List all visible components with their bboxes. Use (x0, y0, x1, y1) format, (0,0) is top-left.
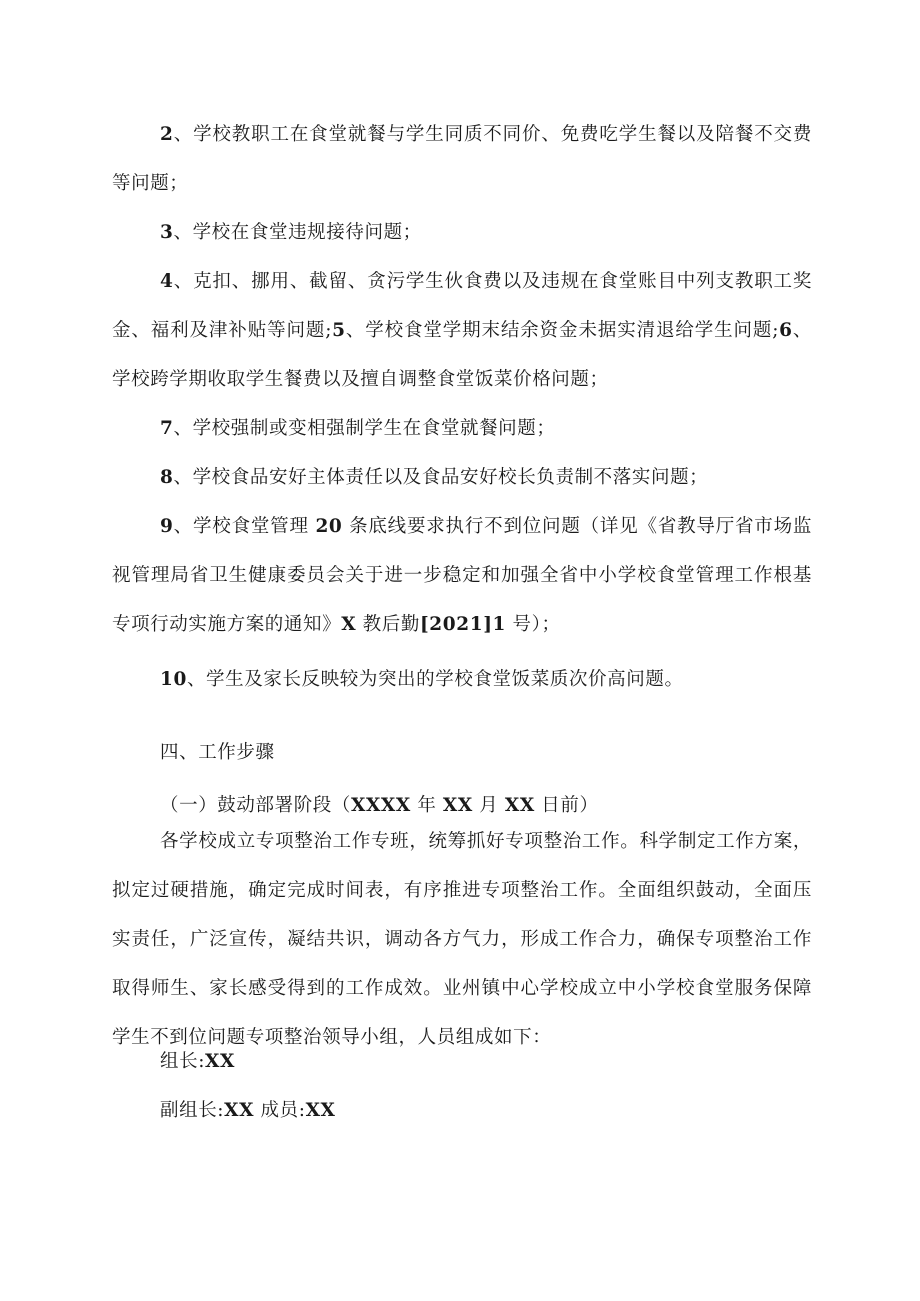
team-members-value: XX (305, 1100, 336, 1121)
team-members-label: 成员: (254, 1100, 306, 1121)
team-deputy-members (160, 1096, 336, 1126)
item-number: 4 (160, 271, 174, 292)
stage-month-suffix: 月 (472, 795, 505, 816)
team-leader-value: XX (205, 1051, 235, 1072)
team-deputy-value: XX (224, 1100, 255, 1121)
section-heading: 四、工作步骤 (160, 742, 275, 763)
item-2 (112, 110, 812, 208)
stage-suffix: 日前） (534, 795, 599, 816)
item-text: 、学校在食堂违规接待问题； (173, 222, 422, 243)
item-number: 3 (160, 222, 174, 243)
item-text: 、学校跨学期收取学生餐费以及擅自调整食堂饭菜价格问题； (112, 320, 812, 390)
stage-year: XXXX (351, 795, 411, 816)
stage-prefix: （一）鼓动部署阶段（ (160, 795, 352, 816)
item-bold: [2021]1 (419, 614, 507, 635)
item-number: 5 (332, 320, 346, 341)
item-text: 、学校教职工在食堂就餐与学生同质不同价、免费吃学生餐以及陪餐不交费等问题； (112, 124, 812, 194)
item-8 (112, 453, 812, 502)
team-deputy-label: 副组长: (160, 1100, 225, 1121)
item-bold: X (341, 614, 357, 635)
item-number: 9 (160, 516, 174, 537)
item-text: 、克扣、挪用、截留、贪污学生伙食费以及违规在食堂账目中列支教职工奖金、福利及津补贴等问题; (112, 271, 812, 341)
item-10 (112, 655, 812, 704)
item-text: 、学校食堂管理 (173, 516, 316, 537)
item-text: 号）； (506, 614, 561, 635)
item-7 (112, 404, 812, 453)
item-number: 10 (160, 669, 187, 690)
team-leader (160, 1047, 235, 1077)
item-text: 条底线要求执行不到位问题（详见《省教导厅省市场监视管理局省卫生健康委员会关于进一步稳定和加强全省中小学校食堂管理工作根基专项行动实施方案的通知》 (112, 516, 812, 635)
item-number: 7 (160, 418, 174, 439)
stage-month: XX (442, 795, 473, 816)
item-text: 、学校食堂学期末结余资金未据实清退给学生问题; (345, 320, 780, 341)
item-9 (112, 502, 812, 649)
item-text: 、学生及家长反映较为突出的学校食堂饭菜质次价高问题。 (186, 669, 684, 690)
item-number: 8 (160, 467, 174, 488)
item-3 (112, 208, 812, 257)
item-text: 、学校强制或变相强制学生在食堂就餐问题； (173, 418, 556, 439)
item-text: 、学校食品安好主体责任以及食品安好校长负责制不落实问题； (173, 467, 709, 488)
stage-year-suffix: 年 (410, 795, 443, 816)
item-4-5-6 (112, 257, 812, 404)
item-bold: 20 (315, 516, 343, 537)
item-text: 教后勤 (356, 614, 420, 635)
body-paragraph: 各学校成立专项整治工作专班，统筹抓好专项整治工作。科学制定工作方案，拟定过硬措施，确定完成时间表，有序推进专项整治工作。全面组织鼓动，全面压实责任，广泛宣传，凝结共识，调动各方气力，形成工作合力，确保专项整治工作取得师生、家长感受得到的工作成效。业州镇中心学校成立中小学校食堂服务保障学生不到位问题专项整治领导小组，人员组成如下： (112, 831, 812, 1048)
stage-day: XX (504, 795, 535, 816)
team-leader-label: 组长: (160, 1051, 206, 1072)
item-number: 6 (779, 320, 793, 341)
item-number: 2 (160, 124, 174, 145)
